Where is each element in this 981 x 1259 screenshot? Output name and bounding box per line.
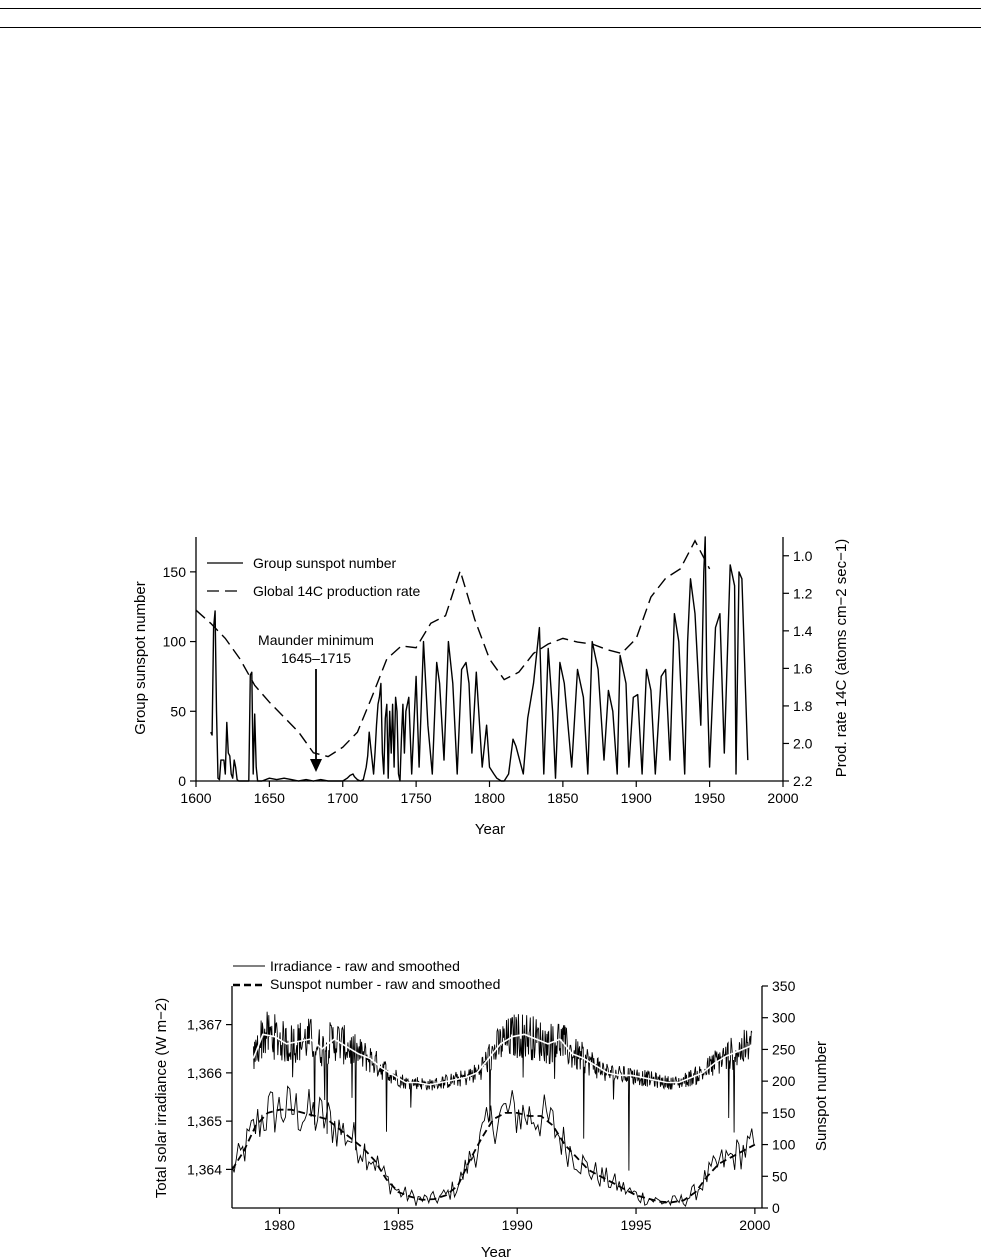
x-tick-label-2: 1980 — [263, 1217, 296, 1233]
legend-label-irradiance: Irradiance - raw and smoothed — [270, 958, 460, 974]
y-tick-label-left: 0 — [178, 773, 186, 789]
x-axis-title: Year — [474, 821, 506, 838]
x-tick-label: 1650 — [253, 790, 285, 806]
y-tick-label-left: 50 — [170, 703, 186, 720]
annotation-maunder-line2: 1645–1715 — [280, 650, 352, 666]
y-tick-label-left: 150 — [162, 563, 186, 580]
legend-label-14c-production: Global 14C production rate — [253, 583, 421, 599]
x-tick-label: 1800 — [473, 790, 506, 806]
y-tick-label-right: 1.0 — [793, 547, 813, 564]
y-axis-title-left: Group sunspot number — [132, 581, 149, 735]
y-tick-label-right-2: 100 — [772, 1136, 796, 1153]
y-tick-label-right: 2.0 — [793, 735, 813, 752]
x-tick-label-2: 1995 — [620, 1217, 652, 1233]
x-tick-label: 1950 — [694, 790, 726, 806]
y-tick-label-right: 2.2 — [793, 773, 813, 789]
x-tick-label: 1750 — [400, 790, 432, 806]
y-tick-label-right-2: 200 — [772, 1073, 796, 1090]
y-tick-label-right-2: 50 — [772, 1168, 788, 1185]
y-tick-label-right-2: 150 — [772, 1104, 796, 1121]
y-tick-label-right-2: 300 — [772, 1009, 796, 1026]
y-tick-label-right-2: 250 — [772, 1041, 796, 1058]
y-tick-label-left-2: 1,364 — [186, 1161, 222, 1178]
y-tick-label-right: 1.2 — [793, 585, 813, 602]
x-tick-label: 1900 — [620, 790, 652, 806]
y-tick-label-left: 100 — [162, 633, 186, 650]
x-axis-title-2: Year — [480, 1244, 512, 1259]
x-tick-label: 1600 — [180, 790, 212, 806]
y-tick-label-right: 1.8 — [793, 697, 813, 714]
y-axis-title-left-2: Total solar irradiance (W m−2) — [153, 997, 170, 1199]
x-tick-label-2: 1985 — [382, 1217, 414, 1233]
y-tick-label-right: 1.6 — [793, 660, 813, 677]
legend-label-group-sunspot: Group sunspot number — [253, 555, 397, 571]
y-tick-label-right-2: 0 — [772, 1200, 780, 1216]
y-tick-label-left-2: 1,367 — [186, 1016, 222, 1033]
y-tick-label-left-2: 1,365 — [186, 1113, 222, 1130]
series-irradiance-raw-line — [253, 1012, 752, 1171]
y-axis-title-right: Prod. rate 14C (atoms cm−2 sec−1) — [833, 538, 850, 778]
legend-label-sunspot: Sunspot number - raw and smoothed — [270, 976, 501, 992]
x-tick-label: 1850 — [547, 790, 579, 806]
series-sunspot-smoothed-line — [232, 1110, 755, 1203]
x-tick-label: 1700 — [327, 790, 359, 806]
y-tick-label-left-2: 1,366 — [186, 1064, 222, 1081]
x-tick-label-2: 2000 — [739, 1217, 771, 1233]
y-axis-title-right-2: Sunspot number — [813, 1040, 830, 1152]
annotation-maunder-line1: Maunder minimum — [258, 632, 374, 648]
series-sunspot-raw-line — [232, 1086, 754, 1206]
y-tick-label-right: 1.4 — [793, 622, 813, 639]
y-tick-label-right-2: 350 — [772, 978, 796, 994]
x-tick-label: 2000 — [767, 790, 799, 806]
x-tick-label-2: 1990 — [501, 1217, 533, 1233]
